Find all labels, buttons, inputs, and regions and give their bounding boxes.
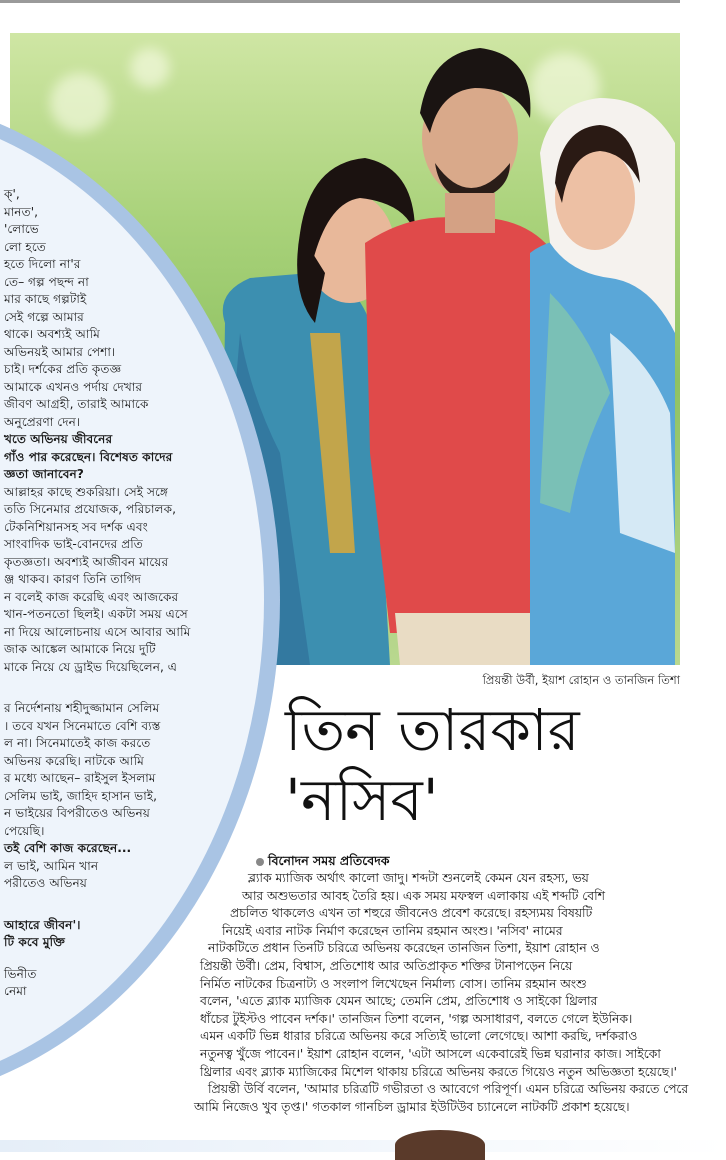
interview-line: জাক আঙ্কেল আমাকে নিয়ে দুটি	[4, 642, 156, 656]
interview-line: ন বলেই কাজ করেছি এবং আজকের	[4, 589, 179, 604]
body-line: বলেন, 'এতে ব্ল্যাক ম্যাজিক যেমন আছে; তেমনি প্রেম, প্রতিশোধ ও সাইকো থ্রিলার	[200, 994, 598, 1009]
interview-line: র মধ্যে আছেন– রাইসুল ইসলাম	[4, 771, 156, 785]
interview-line: মানত',	[4, 204, 38, 219]
interview-line: সেই গল্পে আমার	[4, 309, 84, 324]
interview-line: টেকনিশিয়ানসহ সব দর্শক এবং	[4, 519, 148, 534]
interview-line: নেমা	[4, 984, 27, 998]
body-line: থ্রিলার এবং ব্ল্যাক ম্যাজিকের মিশেল থাকায় চরিত্রে অভিনয় করতে গিয়েও নতুন অভিজ্ঞতা হয়েছে।'	[200, 1064, 677, 1079]
interview-line: ভিনীত	[4, 966, 37, 981]
interview-line: পরীতেও অভিনয়	[4, 876, 87, 890]
interview-line: অভিনয় করেছি। নাটকে আমি	[4, 753, 144, 768]
interview-line: মার কাছে গল্পটাই	[4, 292, 87, 306]
interview-line: মাকে নিয়ে যে ড্রাইভ দিয়েছিলেন, এ	[4, 659, 178, 674]
interview-line: আমাকে এখনও পর্দায় দেখার	[4, 379, 143, 394]
interview-line: র নির্দেশনায় শহীদুজ্জামান সেলিম	[4, 701, 160, 715]
body-line: প্রিয়ন্তী উর্বি বলেন, 'আমার চরিত্রটি গভীরতা ও আবেগে পরিপূর্ণ। এমন চরিত্রে অভিনয় করতে পেরে	[208, 1082, 689, 1097]
body-line: প্রিয়ন্তী উর্বী। প্রেম, বিশ্বাস, প্রতিশোধ আর অতিপ্রাকৃত শক্তির টানাপড়েন নিয়ে	[200, 958, 573, 973]
body-line: নির্মিত নাটকের চিত্রনাট্য ও সংলাপ লিখেছেন নির্মাল্য বোস। তানিম রহমান অংশু	[200, 976, 587, 991]
photo-caption: প্রিয়ন্তী উর্বী, ইয়াশ রোহান ও তানজিন তিশা	[482, 673, 680, 687]
interview-line: কৃতজ্ঞতা। অবশ্যই আজীবন মায়ের	[4, 554, 169, 569]
interview-line: হতে দিলো না'র	[4, 257, 81, 271]
interview-question: টি কবে মুক্তি	[4, 935, 65, 949]
interview-line: সাংবাদিক ভাই-বোনদের প্রতি	[4, 537, 143, 551]
interview-question: গাঁও পার করেছেন। বিশেষত কাদের	[4, 449, 173, 464]
interview-line: পেয়েছি।	[4, 823, 45, 838]
body-line: আর অশুভতার আবহ তৈরি হয়। এক সময় মফস্বল এলাকায় এই শব্দটি বেশি	[242, 888, 605, 903]
interview-line: থাকে। অবশ্যই আমি	[4, 327, 100, 341]
interview-line: চাই। দর্শকের প্রতি কৃতজ্ঞ	[4, 362, 122, 376]
interview-line: জীবণ আগ্রহী, তারাই আমাকে	[4, 397, 149, 411]
interview-line: ল না। সিনেমাতেই কাজ করতে	[4, 736, 151, 750]
body-line: আমি নিজেও খুব তৃপ্ত।' গতকাল গানচিল ড্রামার ইউটিউব চ্যানেলে নাটকটি প্রকাশ হয়েছে।	[194, 1099, 630, 1114]
interview-line: ততি সিনেমার প্রযোজক, পরিচালক,	[4, 502, 177, 516]
interview-line: ক্',	[4, 187, 20, 201]
interview-line: 'লোভে	[4, 222, 39, 236]
interview-line: তে– গল্প পছন্দ না	[4, 274, 89, 289]
body-line: ব্ল্যাক ম্যাজিক অর্থাৎ কালো জাদু। শব্দটা শুনলেই কেমন যেন রহস্য, ভয়	[248, 871, 589, 885]
interview-line: । তবে যখন সিনেমাতে বেশি ব্যস্ত	[4, 718, 161, 733]
actress-right-figure	[530, 98, 675, 665]
headline-line-1: তিন তারকার	[285, 696, 580, 764]
interview-line: সেলিম ভাই, জাহিদ হাসান ভাই,	[4, 788, 158, 803]
interview-line: ন ভাইয়ের বিপরীতেও অভিনয়	[4, 806, 150, 820]
bottom-strip	[0, 1140, 726, 1152]
top-rule	[0, 0, 680, 3]
body-line: ধাঁচের টুইস্টও পাবেন দর্শক।' তানজিন তিশা বলেন, 'গল্প অসাধারণ, বলতে গেলে ইউনিক।	[200, 1011, 633, 1026]
interview-question: জ্ঞতা জানাবেন?	[4, 467, 84, 481]
interview-question: আহারে জীবন'।	[4, 917, 81, 932]
bullet-icon	[256, 858, 264, 866]
interview-line: লো হতে	[4, 239, 46, 254]
interview-question: খতে অভিনয় জীবনের	[4, 432, 113, 446]
interview-line: আল্লাহর কাছে শুকরিয়া। সেই সঙ্গে	[4, 484, 169, 499]
article-headline	[285, 695, 665, 835]
interview-line: খান-পতনতো ছিলই। একটা সময় এসে	[4, 607, 188, 621]
body-line: প্রচলিত থাকলেও এখন তা শহুরে জীবনেও প্রবেশ করেছে। রহস্যময় বিষয়টি	[230, 906, 593, 921]
body-line: নতুনত্ব খুঁজে পাবেন।' ইয়াশ রোহান বলেন, 'এটা আসলে একেবারেই ভিন্ন ঘরানার কাজ। সাইকো	[200, 1046, 661, 1061]
next-article-photo-edge	[395, 1130, 485, 1160]
interview-line: ঞ্জ থাকব। কারণ তিনি তাগিদ	[4, 572, 142, 586]
byline-text: বিনোদন সময় প্রতিবেদক	[268, 853, 390, 868]
interview-line: ল ভাই, আমিন খান	[4, 858, 99, 873]
body-line: এমন একটি ভিন্ন ধারার চরিত্রে অভিনয় করে সত্যিই ভালো লেগেছে। আশা করছি, দর্শকরাও	[200, 1029, 638, 1044]
headline-line-2: 'নসিব'	[285, 766, 439, 834]
interview-line: না দিয়ে আলোচনায় এসে আবার আমি	[4, 624, 191, 639]
interview-line: অভিনয়ই আমার পেশা।	[4, 344, 116, 359]
body-line: নিয়েই এবার নাটক নির্মাণ করেছেন তানিম রহমান অংশু। 'নসিব' নামের	[222, 923, 563, 938]
interview-line: অনুপ্রেরণা দেন।	[4, 414, 81, 429]
interview-question: তই বেশি কাজ করেছেন...	[4, 841, 132, 855]
body-line: নাটকটিতে প্রধান তিনটি চরিত্রে অভিনয় করেছেন তানজিন তিশা, ইয়াশ রোহান ও	[208, 941, 600, 956]
article-body	[194, 870, 689, 1116]
